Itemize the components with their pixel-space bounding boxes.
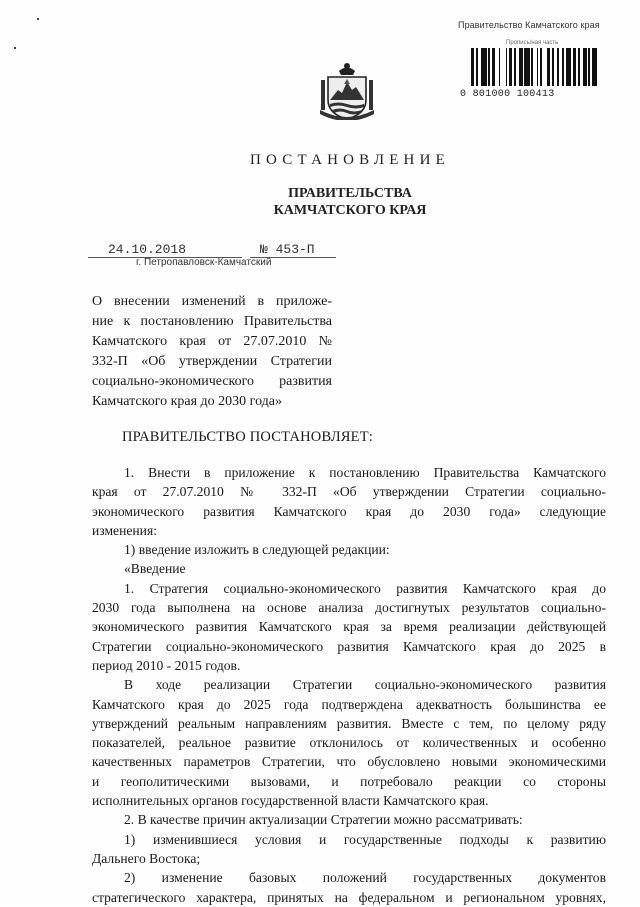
body-line: 1. Стратегия социально-экономического развития Камчатского края до <box>124 580 606 596</box>
body-line: стратегического характера, принятых на федеральном и региональном уровнях, <box>92 889 606 905</box>
body-line: В ходе реализации Стратегии социально-экономического развития <box>124 677 606 693</box>
decree-heading: ПРАВИТЕЛЬСТВО ПОСТАНОВЛЯЕТ: <box>122 429 374 445</box>
body-line: утверждений реальным направлениям развития. Вместе с тем, по целому ряду <box>92 715 606 731</box>
body-line: края от 27.07.2010 № 332-П «Об утверждении Стратегии социально- <box>92 484 606 500</box>
document-number: № 453-П <box>260 242 315 257</box>
stamp-corner-label: Правительство Камчатского края <box>458 20 600 30</box>
body-line: 2. В качестве причин актуализации Стратегии можно рассматривать: <box>124 812 523 828</box>
subject-line: О внесении изменений в приложе- <box>92 294 332 309</box>
body-line: Дальнего Востока; <box>92 850 201 866</box>
barcode-icon <box>471 48 601 86</box>
document-city: г. Петропавловск-Камчатский <box>136 257 272 268</box>
issuing-authority-line1: ПРАВИТЕЛЬСТВА <box>288 186 412 201</box>
kamchatka-coat-of-arms-icon <box>318 60 376 120</box>
issuing-authority-line2: КАМЧАТСКОГО КРАЯ <box>273 203 427 218</box>
subject-line: ние к постановлению Правительства <box>92 314 332 329</box>
body-line: «Введение <box>124 561 186 577</box>
body-line: и геополитическими вызовами, и потребовало реакции со стороны <box>92 773 606 789</box>
subject-line: Камчатского края от 27.07.2010 № <box>92 334 332 349</box>
barcode-stamp <box>456 40 606 102</box>
subject-line: социально-экономического развития <box>92 374 332 389</box>
document-body <box>92 463 606 907</box>
body-line: экономического развития Камчатского края за время реализации действующей <box>92 619 606 635</box>
barcode-number: 0 801000 100413 <box>460 89 555 100</box>
body-line: период 2010 - 2015 годов. <box>92 657 241 673</box>
document-date: 24.10.2018 <box>108 242 187 257</box>
body-line: Камчатского края до 2025 года подтверждена адекватность большинства ее <box>92 696 606 712</box>
body-line: качественных параметров Стратегии, что обусловлено новыми экономическими <box>92 754 606 770</box>
subject-line: Камчатского края до 2030 года» <box>92 394 283 409</box>
document-subject <box>92 292 332 412</box>
body-line: показателей, реальное развитие отклонилось от количественных и особенно <box>92 735 606 751</box>
scan-speck <box>37 18 39 20</box>
body-line: 1. Внести в приложение к постановлению Правительства Камчатского <box>124 465 606 480</box>
body-line: 1) изменившиеся условия и государственные подходы к развитию <box>124 831 606 847</box>
body-line: экономического развития Камчатского края до 2030 года» следующие <box>92 503 606 519</box>
body-line: Стратегии социально-экономического развития Камчатского края до 2025 в <box>92 638 606 654</box>
body-line: 2030 года выполнена на основе анализа достигнутых результатов социально- <box>92 600 606 616</box>
body-line: 2) изменение базовых положений государственных документов <box>124 870 606 886</box>
body-line: исполнительных органов государственной власти Камчатского края. <box>92 793 489 809</box>
barcode-caption: Пропись/ная часть <box>506 40 559 46</box>
body-line: 1) введение изложить в следующей редакции: <box>124 542 390 558</box>
body-line: изменения: <box>92 522 157 538</box>
barcode-bar <box>597 48 600 86</box>
document-title: ПОСТАНОВЛЕНИЕ <box>250 152 450 168</box>
scan-speck <box>14 47 16 49</box>
subject-line: 332-П «Об утверждении Стратегии <box>92 354 332 369</box>
